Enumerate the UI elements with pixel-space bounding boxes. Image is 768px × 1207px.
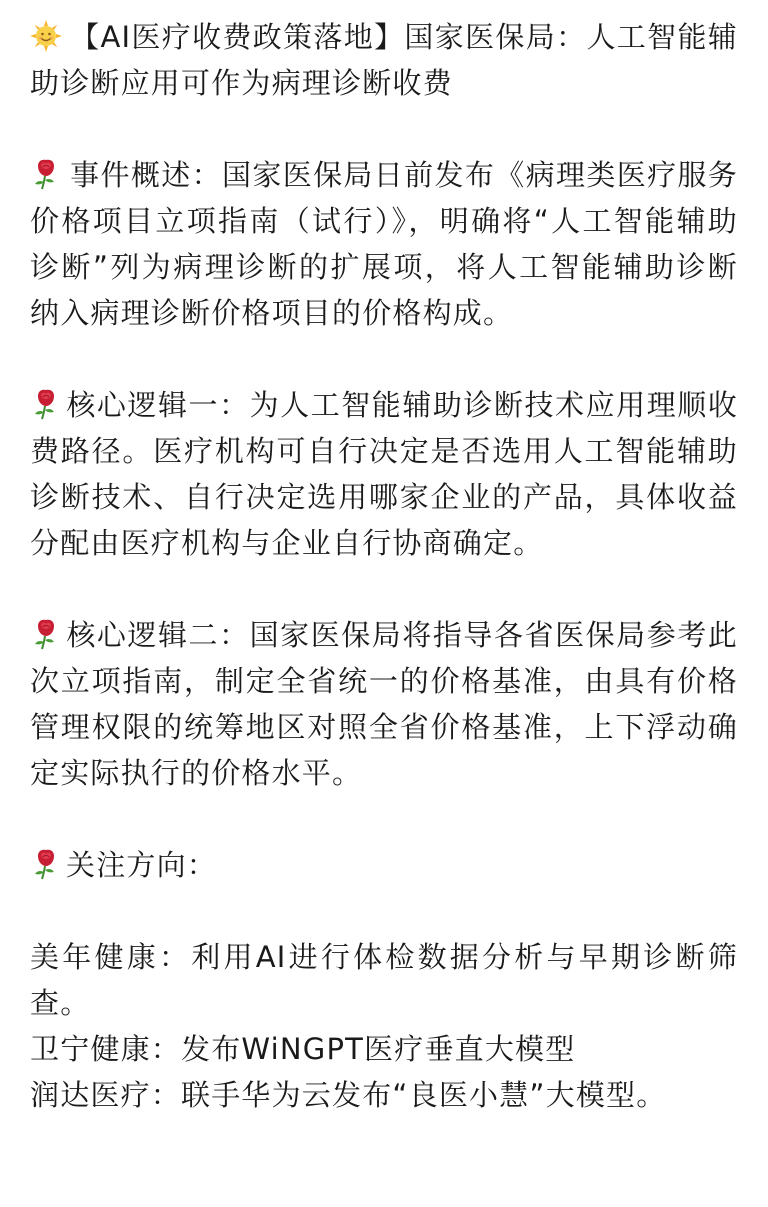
company-item-winning: 卫宁健康：发布WiNGPT医疗垂直大模型 bbox=[30, 1032, 576, 1066]
company-item-runda: 润达医疗：联手华为云发布“良医小慧”大模型。 bbox=[30, 1078, 667, 1112]
company-item-meinian: 美年健康：利用AI进行体检数据分析与早期诊断筛查。 bbox=[30, 940, 738, 1020]
section-focus-direction bbox=[30, 842, 738, 888]
rose-icon bbox=[30, 848, 62, 880]
intro-paragraph bbox=[30, 14, 738, 106]
section-text: 关注方向： bbox=[66, 848, 218, 882]
spacer bbox=[30, 796, 738, 842]
section-core-logic-two bbox=[30, 612, 738, 796]
spacer bbox=[30, 566, 738, 612]
sun-face-icon bbox=[30, 20, 62, 52]
rose-icon bbox=[30, 618, 62, 650]
section-text: 事件概述：国家医保局日前发布《病理类医疗服务价格项目立项指南（试行）》，明确将“人工智能辅助诊断”列为病理诊断的扩展项，将人工智能辅助诊断纳入病理诊断价格项目的价格构成。 bbox=[30, 158, 738, 330]
spacer bbox=[30, 336, 738, 382]
section-core-logic-one bbox=[30, 382, 738, 566]
spacer bbox=[30, 106, 738, 152]
section-text: 核心逻辑二：国家医保局将指导各省医保局参考此次立项指南，制定全省统一的价格基准，由具有价格管理权限的统筹地区对照全省价格基准，上下浮动确定实际执行的价格水平。 bbox=[30, 618, 738, 790]
section-text: 核心逻辑一：为人工智能辅助诊断技术应用理顺收费路径。医疗机构可自行决定是否选用人工智能辅助诊断技术、自行决定选用哪家企业的产品，具体收益分配由医疗机构与企业自行协商确定。 bbox=[30, 388, 738, 560]
rose-icon bbox=[30, 388, 62, 420]
rose-icon bbox=[30, 158, 62, 190]
section-event-overview bbox=[30, 152, 738, 336]
intro-text: 【AI医疗收费政策落地】国家医保局：人工智能辅助诊断应用可作为病理诊断收费 bbox=[30, 20, 738, 100]
spacer bbox=[30, 888, 738, 934]
